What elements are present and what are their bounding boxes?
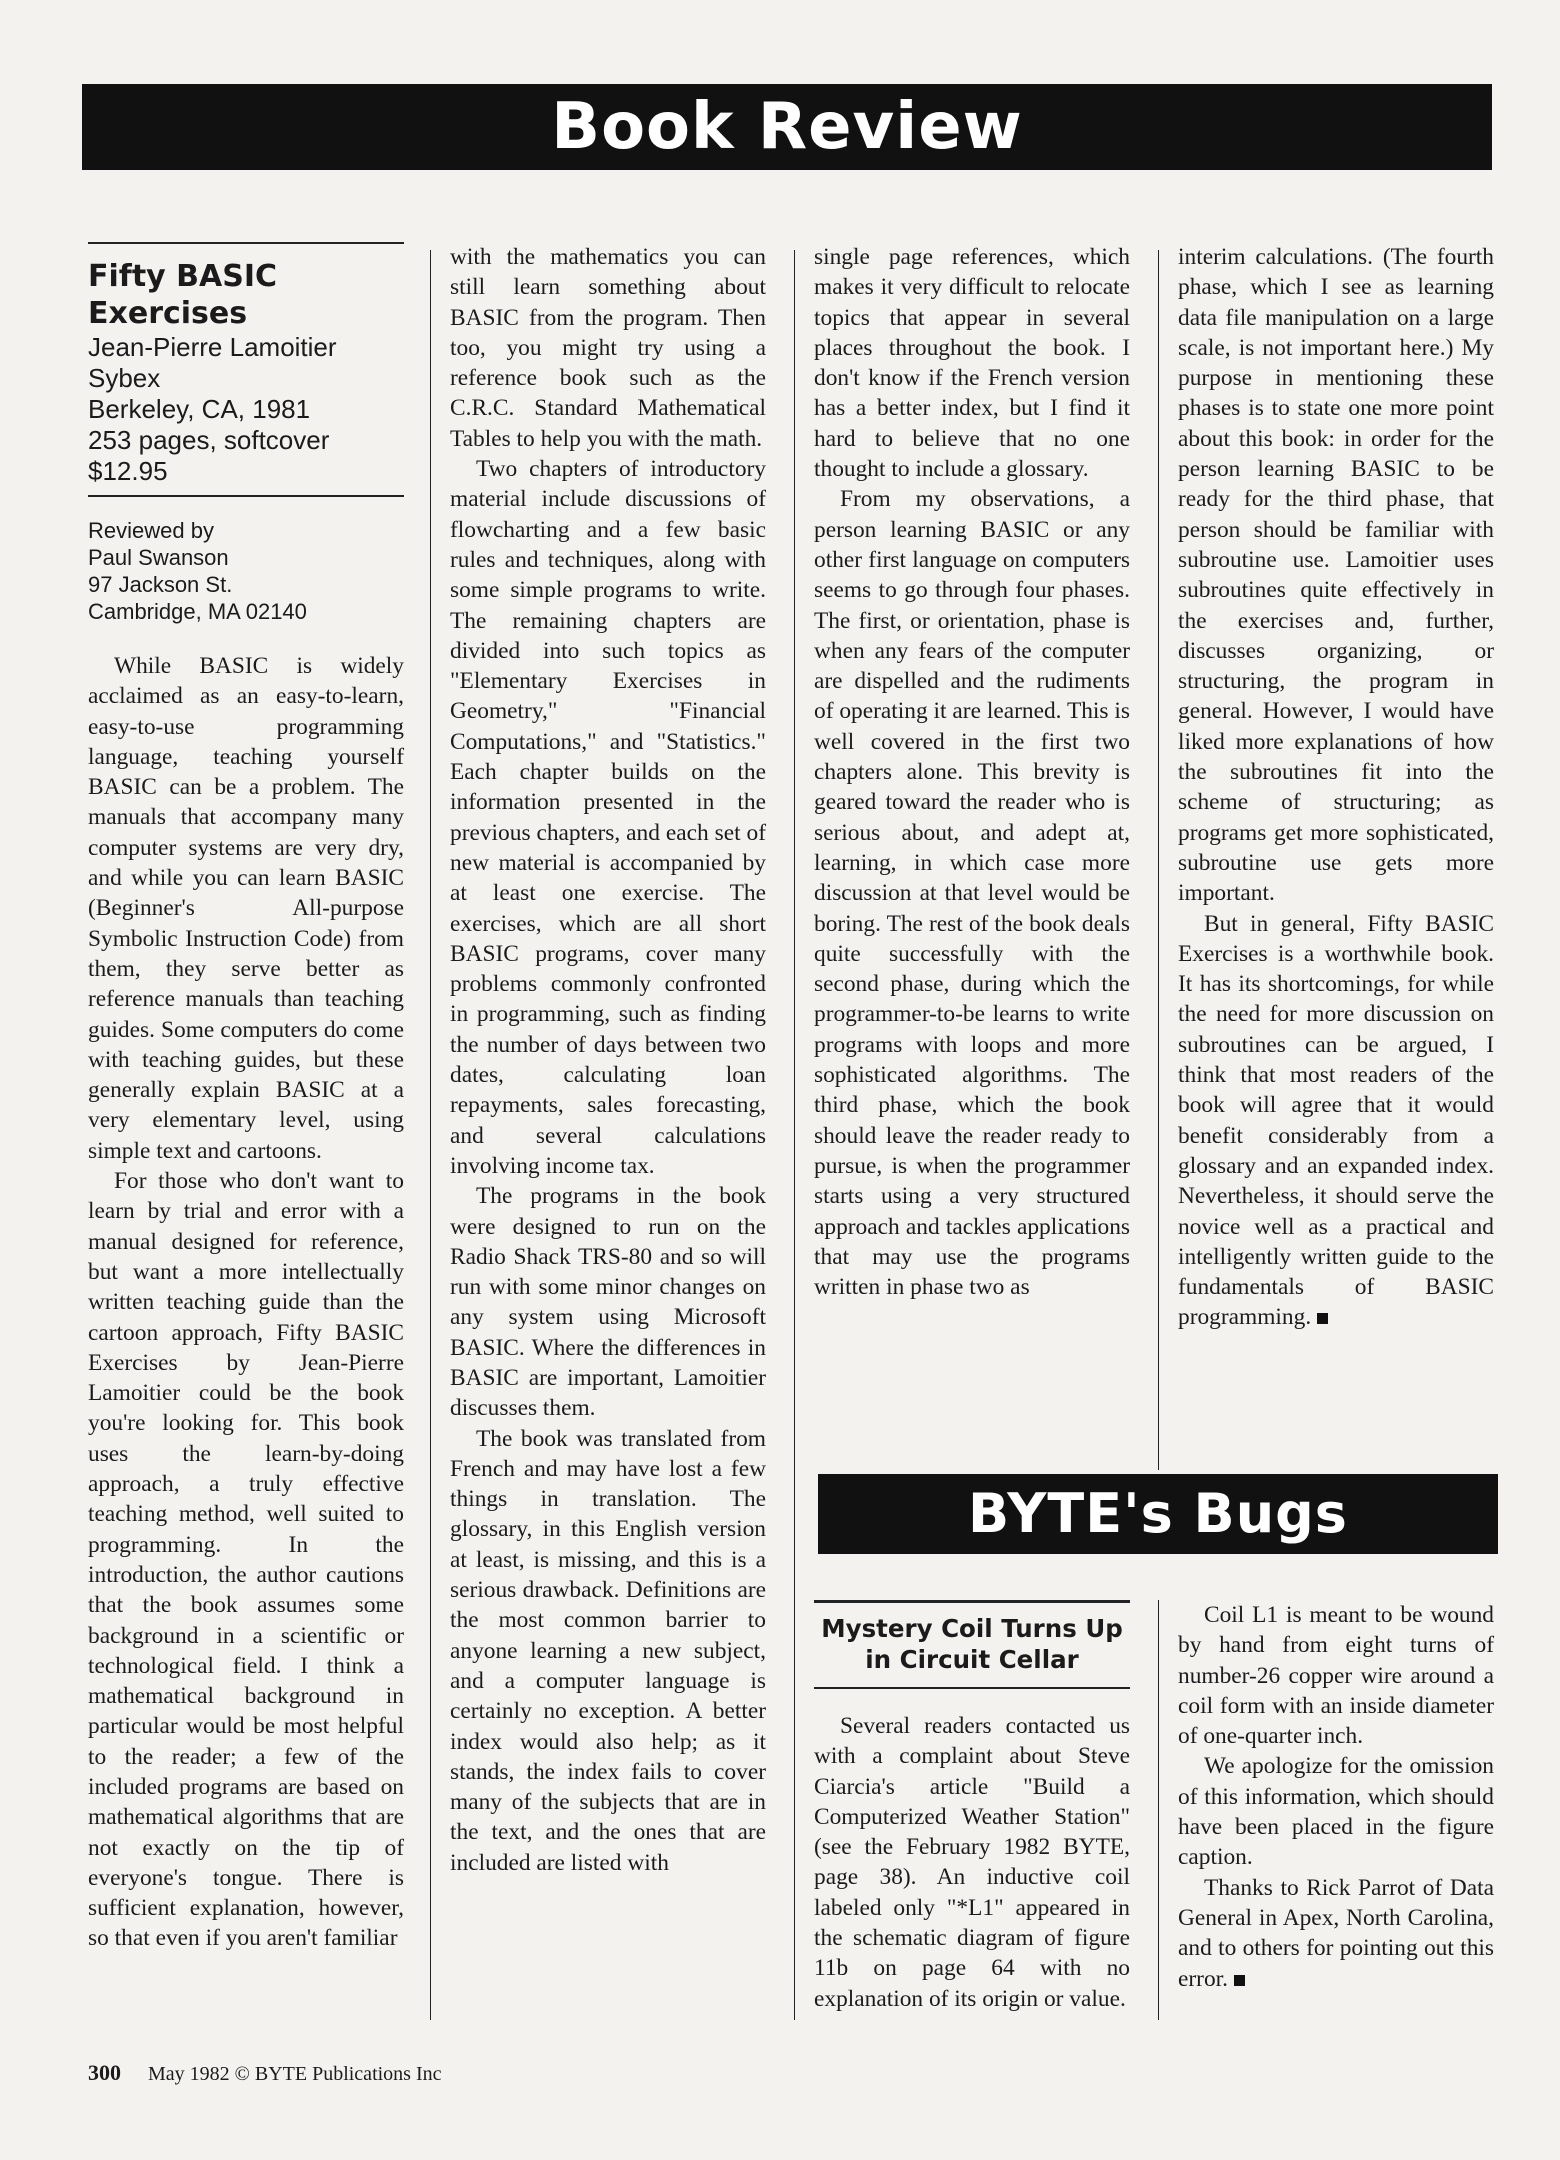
reviewer-street: 97 Jackson St. xyxy=(88,572,233,597)
review-column-3 xyxy=(814,242,1130,1302)
book-price: $12.95 xyxy=(88,456,168,486)
book-location: Berkeley, CA, 1981 xyxy=(88,394,311,424)
reviewer-name: Paul Swanson xyxy=(88,545,229,570)
divider xyxy=(88,242,404,244)
paragraph: From my observations, a person learning BASIC or any other first language on computers seems to go through four phases. The first, or orientation, phase is when any fears of the computer are dispelled and the rudiments of operating it are learned. This is well covered in the first two chapters alone. This brevity is geared toward the reader who is serious about, and adept at, learning, in which case more discussion at that level would be boring. The rest of the book deals quite successfully with the second phase, during which the programmer-to-be learns to write programs with loops and more sophisticated algorithms. The third phase, which the book should leave the reader ready to pursue, is when the programmer starts using a very structured approach and tackles applications that may use the programs written in phase two as xyxy=(814,486,1130,1301)
bugs-title-box xyxy=(814,1600,1130,1689)
paragraph: We apologize for the omission of this information, which should have been placed in the figure caption. xyxy=(1178,1753,1494,1871)
paragraph: Several readers contacted us with a complaint about Steve Ciarcia's article "Build a Computerized Weather Station" (see the February 1982 BYTE, page 38). An inductive coil labeled only "*L1" appeared in the schematic diagram of figure 11b on page 64 with no explanation of its origin or value. xyxy=(814,1713,1130,2012)
paragraph xyxy=(1178,909,1494,1333)
paragraph xyxy=(1178,1873,1494,1994)
paragraph: For those who don't want to learn by trial and error with a manual designed for reference, but want a more intellectually written teaching guide than the cartoon approach, Fifty BASIC Exercises by Jean-Pierre Lamoitier could be the book you're looking for. This book uses the learn-by-doing approach, a truly effective teaching method, well suited to programming. In the introduction, the author cautions that the book assumes some background in a scientific or technological field. I think a mathematical background in particular would be most helpful to the reader; a few of the included programs are based on mathematical algorithms that are not exactly on the tip of everyone's tongue. There is sufficient explanation, however, so that even if you aren't familiar xyxy=(88,1168,404,1952)
paragraph: single page references, which makes it very difficult to relocate topics that appear in several places throughout the book. I don't know if the French version has a better index, but I find it hard to believe that no one thought to include a glossary. xyxy=(814,244,1130,483)
end-mark-icon xyxy=(1234,1975,1245,1986)
book-publisher: Sybex xyxy=(88,363,161,393)
paragraph: Two chapters of introductory material include discussions of flowcharting and a few basic rules and techniques, along with some simple programs to write. The remaining chapters are divided into such topics as "Elementary Exercises in Geometry," "Financial Computations," and "Statistics." Each chapter builds on the information presented in the previous chapters, and each set of new material is accompanied by at least one exercise. The exercises, which are all short BASIC programs, cover many problems commonly confronted in programming, such as finding the number of days between two dates, calculating loan repayments, sales forecasting, and several calculations involving income tax. xyxy=(450,456,766,1179)
review-column-1 xyxy=(88,242,404,1954)
column-rule xyxy=(430,250,431,2020)
page-number: 300 xyxy=(88,2060,121,2085)
book-info xyxy=(88,332,404,487)
bugs-column-2 xyxy=(1178,1600,1494,1994)
paragraph: interim calculations. (The fourth phase, which I see as learning data file manipulation on a large scale, is not important here.) My purpose in mentioning these phases is to state one more point about this book: in order for the person learning BASIC to be ready for the third phase, that person should be familiar with subroutine use. Lamoitier uses subroutines quite effectively in the exercises and, further, discusses organizing, or structuring, the program in general. However, I would have liked more explanations of how the subroutines fit into the scheme of structuring; as programs get more sophisticated, subroutine use gets more important. xyxy=(1178,244,1494,907)
reviewer-block xyxy=(88,517,404,625)
paragraph: Coil L1 is meant to be wound by hand from eight turns of number-26 copper wire around a coil form with an inside diameter of one-quarter inch. xyxy=(1178,1602,1494,1750)
divider xyxy=(88,495,404,497)
paragraph: The programs in the book were designed to run on the Radio Shack TRS-80 and so will run with some minor changes on any system using Microsoft BASIC. Where the differences in BASIC are important, Lamoitier discusses them. xyxy=(450,1183,766,1422)
book-pages: 253 pages, softcover xyxy=(88,425,330,455)
reviewed-by-label: Reviewed by xyxy=(88,518,214,543)
paragraph-text: But in general, Fifty BASIC Exercises is a worthwhile book. It has its shortcomings, for while the need for more discussion on subroutines can be argued, I think that most readers of the book will agree that it would benefit considerably from a glossary and an expanded index. Nevertheless, it should serve the novice well as a practical and intelligently written guide to the fundamentals of BASIC programming. xyxy=(1178,910,1494,1331)
bytes-bugs-banner: BYTE's Bugs xyxy=(818,1474,1498,1554)
paragraph: While BASIC is widely acclaimed as an easy-to-learn, easy-to-use programming language, teaching yourself BASIC can be a problem. The manuals that accompany many computer systems are very dry, and while you can learn BASIC (Beginner's All-purpose Symbolic Instruction Code) from them, they serve better as reference manuals than teaching guides. Some computers do come with teaching guides, but these generally explain BASIC at a very elementary level, using simple text and cartoons. xyxy=(88,653,404,1164)
review-column-4 xyxy=(1178,242,1494,1333)
paragraph-text: Thanks to Rick Parrot of Data General in Apex, North Carolina, and to others for pointing out this error. xyxy=(1178,1874,1494,1992)
column-rule xyxy=(1158,1600,1159,2020)
bugs-title: Mystery Coil Turns Up in Circuit Cellar xyxy=(821,1614,1123,1674)
issue-line: May 1982 © BYTE Publications Inc xyxy=(148,2063,442,2085)
column-rule xyxy=(1158,250,1159,1470)
book-author: Jean-Pierre Lamoitier xyxy=(88,332,337,362)
end-mark-icon xyxy=(1317,1313,1328,1324)
reviewer-city: Cambridge, MA 02140 xyxy=(88,599,307,624)
review-column-2 xyxy=(450,242,766,1878)
book-title: Fifty BASIC Exercises xyxy=(88,259,278,331)
page-footer xyxy=(88,2060,442,2086)
bugs-column-1 xyxy=(814,1600,1130,2014)
column-rule xyxy=(794,250,795,2020)
paragraph: The book was translated from French and may have lost a few things in translation. The glossary, in this English version at least, is missing, and this is a serious drawback. Definitions are the most common barrier to anyone learning a new subject, and a computer language is certainly no exception. A better index would also help; as it stands, the index fails to cover many of the subjects that are in the text, and the ones that are included are listed with xyxy=(450,1425,766,1876)
paragraph: with the mathematics you can still learn something about BASIC from the program. Then too, you might try using a reference book such as the C.R.C. Standard Mathematical Tables to help you with the math. xyxy=(450,244,766,452)
book-review-banner: Book Review xyxy=(82,84,1492,170)
